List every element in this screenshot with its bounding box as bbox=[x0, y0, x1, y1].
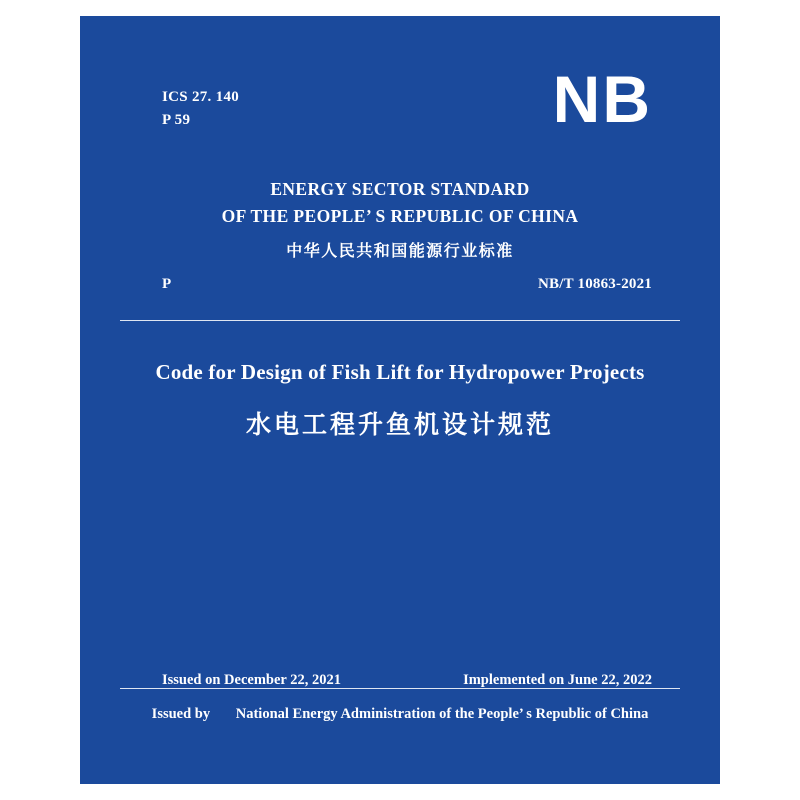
dates-row bbox=[162, 672, 652, 689]
title-chinese: 水电工程升鱼机设计规范 bbox=[245, 412, 554, 440]
classification-code: P 59 bbox=[162, 111, 191, 128]
issuing-authority: National Energy Administration of the People’ s Republic of China bbox=[235, 706, 649, 722]
organization-english-line1: ENERGY SECTOR STANDARD bbox=[270, 179, 530, 199]
implemented-date: Implemented on June 22, 2022 bbox=[463, 672, 652, 688]
standard-cover bbox=[80, 16, 720, 784]
nb-logo: NB bbox=[552, 62, 652, 136]
title-block bbox=[80, 358, 720, 441]
ics-code: ICS 27. 140 bbox=[162, 89, 240, 105]
divider-top bbox=[120, 320, 680, 321]
title-english: Code for Design of Fish Lift for Hydropower Projects bbox=[155, 360, 645, 384]
organization-chinese: 中华人民共和国能源行业标准 bbox=[286, 243, 514, 261]
issued-by-label: Issued by bbox=[151, 706, 211, 722]
issuing-organization bbox=[80, 176, 720, 261]
issued-by-row bbox=[80, 706, 720, 723]
issued-date: Issued on December 22, 2021 bbox=[162, 672, 341, 688]
organization-english-line2: OF THE PEOPLE’ S REPUBLIC OF CHINA bbox=[221, 206, 579, 227]
standard-number: NB/T 10863-2021 bbox=[538, 276, 652, 292]
category-letter: P bbox=[162, 276, 172, 292]
standard-code-row bbox=[162, 276, 652, 293]
ics-block bbox=[162, 86, 239, 131]
